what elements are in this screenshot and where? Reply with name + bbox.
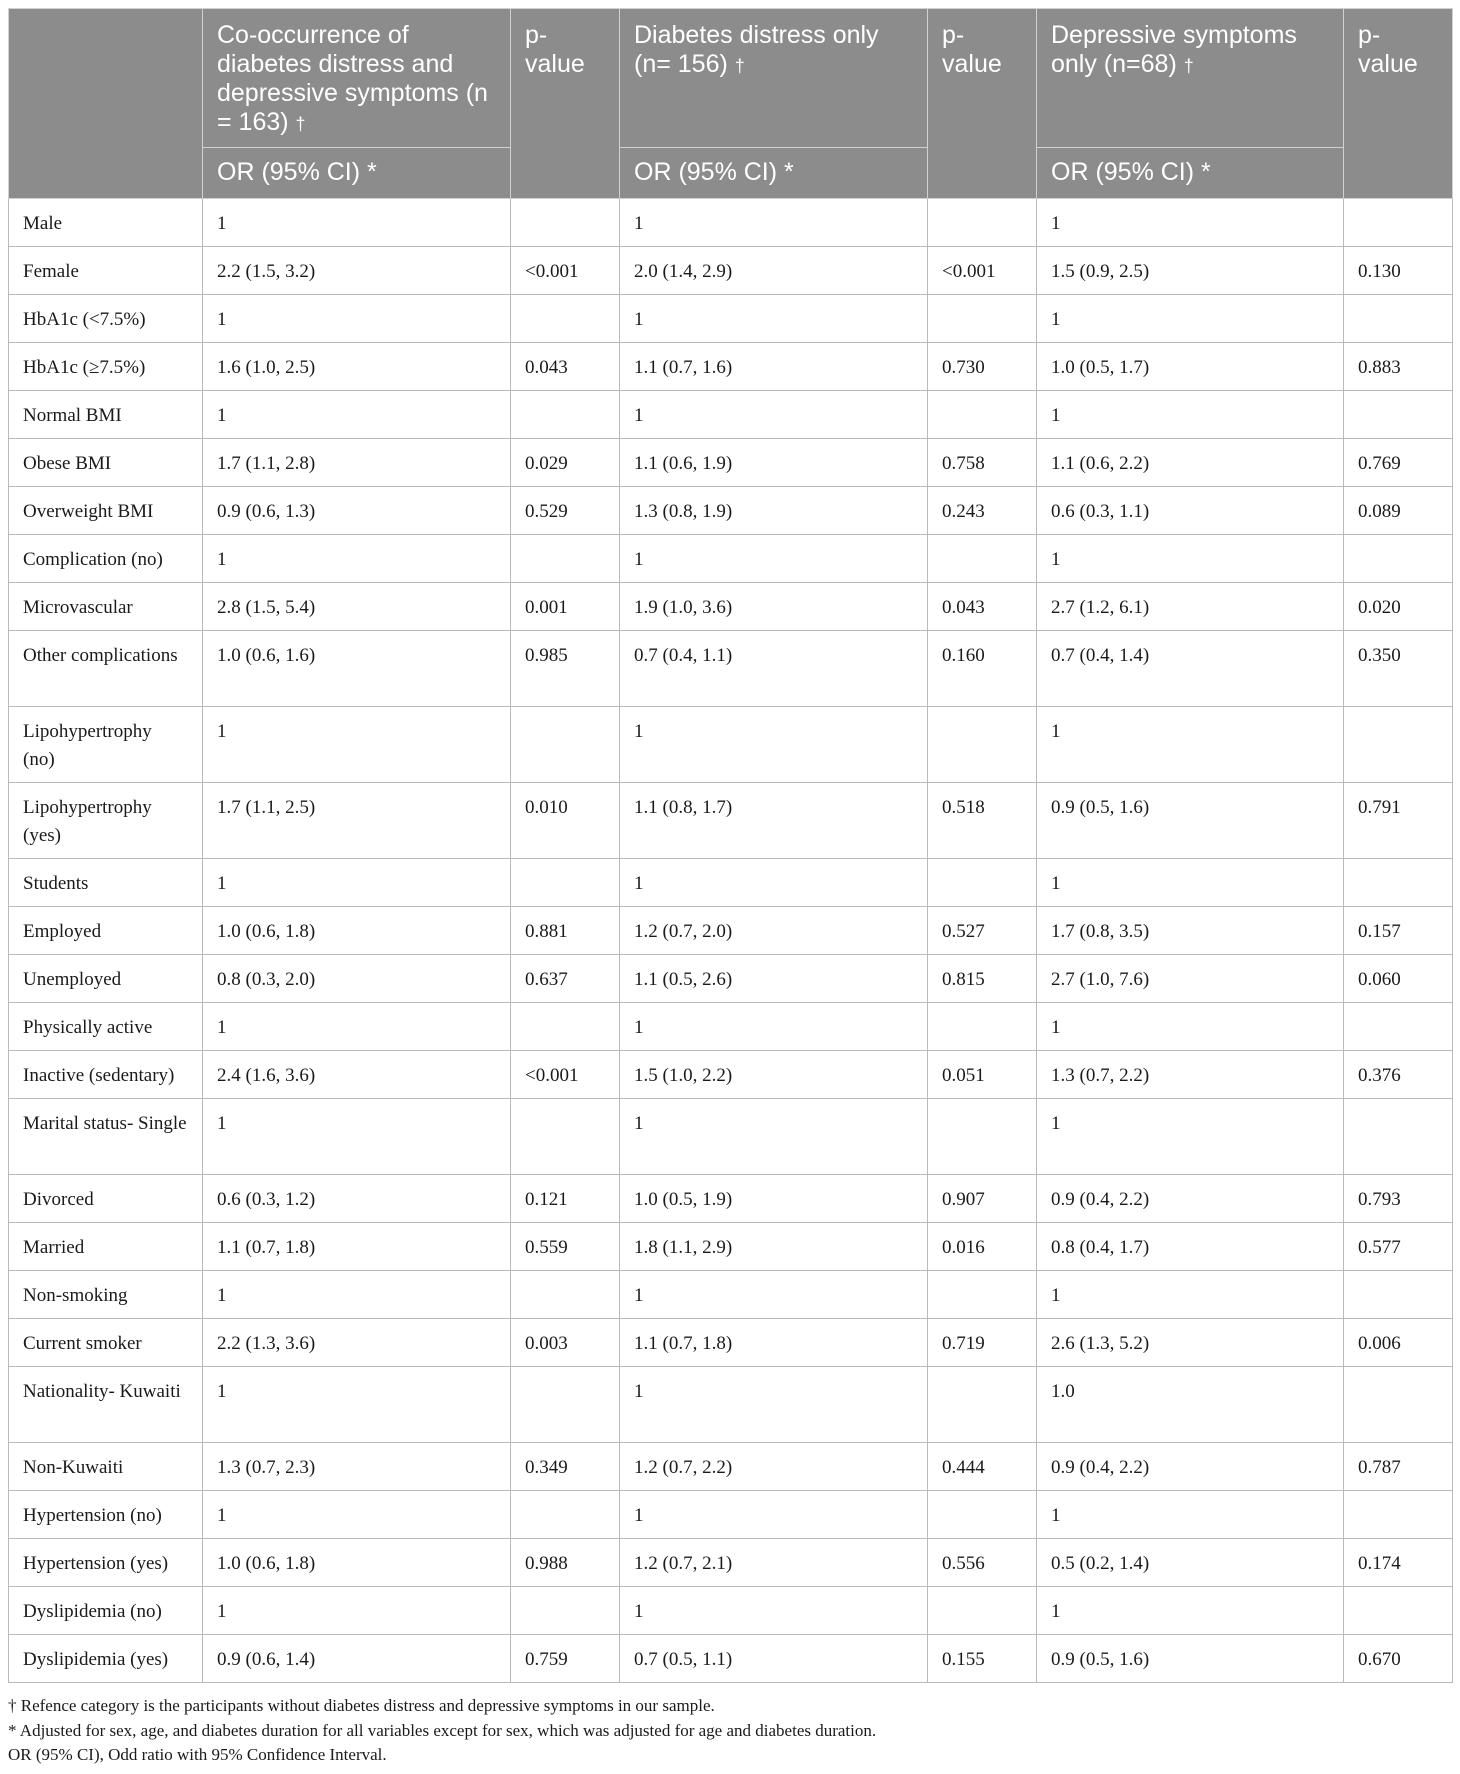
or-distress-only: 1.2 (0.7, 2.0) [620, 907, 928, 955]
p-value-co-occurrence: <0.001 [511, 247, 620, 295]
p-value-distress-only [928, 535, 1037, 583]
table-row [9, 1175, 1453, 1223]
or-co-occurrence: 1.1 (0.7, 1.8) [203, 1223, 511, 1271]
p-value-distress-only [928, 295, 1037, 343]
p-value-distress-only: 0.758 [928, 439, 1037, 487]
p-value-distress-only: 0.719 [928, 1319, 1037, 1367]
or-co-occurrence: 0.9 (0.6, 1.3) [203, 487, 511, 535]
row-label: Unemployed [9, 955, 203, 1003]
header-or-ci-1: OR (95% CI) * [203, 148, 511, 199]
or-depressive-only: 1 [1037, 199, 1344, 247]
row-label: Normal BMI [9, 391, 203, 439]
or-distress-only: 1 [620, 295, 928, 343]
p-value-depressive-only [1344, 535, 1453, 583]
row-label: Complication (no) [9, 535, 203, 583]
row-label: Lipohypertrophy (yes) [9, 783, 203, 859]
p-value-distress-only: 0.051 [928, 1051, 1037, 1099]
p-value-distress-only: 0.243 [928, 487, 1037, 535]
or-co-occurrence: 1 [203, 391, 511, 439]
p-value-co-occurrence: <0.001 [511, 1051, 620, 1099]
p-value-co-occurrence [511, 295, 620, 343]
or-depressive-only: 0.9 (0.4, 2.2) [1037, 1175, 1344, 1223]
table-row [9, 1271, 1453, 1319]
p-value-co-occurrence: 0.529 [511, 487, 620, 535]
row-label: Other complications [9, 631, 203, 707]
p-value-co-occurrence [511, 1587, 620, 1635]
or-depressive-only: 2.7 (1.0, 7.6) [1037, 955, 1344, 1003]
footnote-reference-category: † Refence category is the participants without diabetes distress and depressive symptoms in our sample. [8, 1696, 715, 1715]
or-distress-only: 1 [620, 1099, 928, 1175]
row-label: Dyslipidemia (no) [9, 1587, 203, 1635]
or-depressive-only: 1.3 (0.7, 2.2) [1037, 1051, 1344, 1099]
p-value-depressive-only [1344, 1099, 1453, 1175]
or-co-occurrence: 1 [203, 1271, 511, 1319]
or-distress-only: 1.1 (0.6, 1.9) [620, 439, 928, 487]
or-distress-only: 1.9 (1.0, 3.6) [620, 583, 928, 631]
or-co-occurrence: 2.2 (1.5, 3.2) [203, 247, 511, 295]
row-label: Students [9, 859, 203, 907]
or-depressive-only: 1 [1037, 295, 1344, 343]
p-value-depressive-only: 0.174 [1344, 1539, 1453, 1587]
row-label: Hypertension (no) [9, 1491, 203, 1539]
table-row [9, 1223, 1453, 1271]
dagger-mark: † [295, 114, 306, 134]
or-co-occurrence: 1.0 (0.6, 1.8) [203, 907, 511, 955]
p-value-co-occurrence [511, 707, 620, 783]
p-value-distress-only: 0.043 [928, 583, 1037, 631]
dagger-mark: † [734, 56, 745, 76]
or-co-occurrence: 1 [203, 199, 511, 247]
table-row [9, 859, 1453, 907]
row-label: Inactive (sedentary) [9, 1051, 203, 1099]
or-co-occurrence: 1 [203, 1003, 511, 1051]
table-row [9, 1491, 1453, 1539]
table-row [9, 199, 1453, 247]
or-distress-only: 1 [620, 1367, 928, 1443]
or-distress-only: 1 [620, 535, 928, 583]
or-depressive-only: 1 [1037, 1099, 1344, 1175]
or-distress-only: 1 [620, 707, 928, 783]
or-co-occurrence: 2.4 (1.6, 3.6) [203, 1051, 511, 1099]
p-value-depressive-only: 0.769 [1344, 439, 1453, 487]
or-co-occurrence: 0.8 (0.3, 2.0) [203, 955, 511, 1003]
row-label: Lipohypertrophy (no) [9, 707, 203, 783]
p-value-co-occurrence: 0.029 [511, 439, 620, 487]
p-value-co-occurrence [511, 859, 620, 907]
or-depressive-only: 0.9 (0.5, 1.6) [1037, 783, 1344, 859]
p-value-distress-only [928, 199, 1037, 247]
or-depressive-only: 1.0 [1037, 1367, 1344, 1443]
or-depressive-only: 1 [1037, 1491, 1344, 1539]
or-depressive-only: 1.7 (0.8, 3.5) [1037, 907, 1344, 955]
header-p-value-2: p-value [928, 9, 1037, 199]
p-value-distress-only: 0.016 [928, 1223, 1037, 1271]
or-distress-only: 1 [620, 1587, 928, 1635]
or-depressive-only: 0.7 (0.4, 1.4) [1037, 631, 1344, 707]
p-value-depressive-only: 0.089 [1344, 487, 1453, 535]
p-value-depressive-only [1344, 295, 1453, 343]
or-depressive-only: 1 [1037, 391, 1344, 439]
row-label: Non-Kuwaiti [9, 1443, 203, 1491]
or-co-occurrence: 1 [203, 535, 511, 583]
p-value-depressive-only: 0.020 [1344, 583, 1453, 631]
p-value-distress-only: <0.001 [928, 247, 1037, 295]
or-distress-only: 1 [620, 1003, 928, 1051]
or-distress-only: 1 [620, 859, 928, 907]
p-value-distress-only [928, 859, 1037, 907]
row-label: Female [9, 247, 203, 295]
header-p-value-3: p-value [1344, 9, 1453, 199]
p-value-co-occurrence: 0.349 [511, 1443, 620, 1491]
or-co-occurrence: 2.8 (1.5, 5.4) [203, 583, 511, 631]
p-value-depressive-only [1344, 1587, 1453, 1635]
or-co-occurrence: 1.0 (0.6, 1.6) [203, 631, 511, 707]
header-or-ci-3: OR (95% CI) * [1037, 148, 1344, 199]
or-depressive-only: 1 [1037, 1587, 1344, 1635]
table-row [9, 1587, 1453, 1635]
p-value-distress-only: 0.155 [928, 1635, 1037, 1683]
table-body [9, 199, 1453, 1683]
p-value-distress-only: 0.556 [928, 1539, 1037, 1587]
p-value-depressive-only: 0.670 [1344, 1635, 1453, 1683]
or-depressive-only: 1 [1037, 859, 1344, 907]
header-diabetes-distress-only: Diabetes distress only (n= 156) † [620, 9, 928, 148]
table-row [9, 1051, 1453, 1099]
row-label: HbA1c (≥7.5%) [9, 343, 203, 391]
p-value-depressive-only [1344, 1271, 1453, 1319]
p-value-co-occurrence: 0.759 [511, 1635, 620, 1683]
or-co-occurrence: 2.2 (1.3, 3.6) [203, 1319, 511, 1367]
p-value-depressive-only: 0.793 [1344, 1175, 1453, 1223]
or-co-occurrence: 1 [203, 707, 511, 783]
or-depressive-only: 2.6 (1.3, 5.2) [1037, 1319, 1344, 1367]
p-value-co-occurrence: 0.043 [511, 343, 620, 391]
table-row [9, 247, 1453, 295]
row-label: Employed [9, 907, 203, 955]
or-co-occurrence: 1 [203, 1099, 511, 1175]
p-value-co-occurrence: 0.881 [511, 907, 620, 955]
or-depressive-only: 2.7 (1.2, 6.1) [1037, 583, 1344, 631]
table-row [9, 391, 1453, 439]
or-depressive-only: 1 [1037, 707, 1344, 783]
or-depressive-only: 0.6 (0.3, 1.1) [1037, 487, 1344, 535]
p-value-co-occurrence: 0.003 [511, 1319, 620, 1367]
or-distress-only: 0.7 (0.4, 1.1) [620, 631, 928, 707]
row-label: Nationality- Kuwaiti [9, 1367, 203, 1443]
p-value-depressive-only [1344, 1491, 1453, 1539]
table-row [9, 583, 1453, 631]
p-value-co-occurrence [511, 1099, 620, 1175]
row-label: HbA1c (<7.5%) [9, 295, 203, 343]
or-co-occurrence: 1 [203, 1491, 511, 1539]
p-value-co-occurrence: 0.637 [511, 955, 620, 1003]
or-distress-only: 2.0 (1.4, 2.9) [620, 247, 928, 295]
p-value-co-occurrence [511, 391, 620, 439]
or-distress-only: 1.1 (0.7, 1.6) [620, 343, 928, 391]
or-co-occurrence: 0.9 (0.6, 1.4) [203, 1635, 511, 1683]
table-row [9, 907, 1453, 955]
p-value-depressive-only: 0.883 [1344, 343, 1453, 391]
row-label: Non-smoking [9, 1271, 203, 1319]
or-distress-only: 1.3 (0.8, 1.9) [620, 487, 928, 535]
p-value-depressive-only [1344, 859, 1453, 907]
or-co-occurrence: 1 [203, 1587, 511, 1635]
row-label: Overweight BMI [9, 487, 203, 535]
or-co-occurrence: 1.7 (1.1, 2.5) [203, 783, 511, 859]
table-footnotes [8, 1694, 1452, 1768]
p-value-co-occurrence: 0.988 [511, 1539, 620, 1587]
p-value-distress-only: 0.730 [928, 343, 1037, 391]
row-label: Obese BMI [9, 439, 203, 487]
p-value-depressive-only [1344, 391, 1453, 439]
or-distress-only: 1 [620, 391, 928, 439]
or-depressive-only: 0.5 (0.2, 1.4) [1037, 1539, 1344, 1587]
odds-ratio-table [8, 8, 1453, 1683]
row-label: Marital status- Single [9, 1099, 203, 1175]
p-value-distress-only [928, 707, 1037, 783]
p-value-distress-only: 0.815 [928, 955, 1037, 1003]
table-row [9, 343, 1453, 391]
or-distress-only: 1.1 (0.7, 1.8) [620, 1319, 928, 1367]
or-depressive-only: 0.9 (0.4, 2.2) [1037, 1443, 1344, 1491]
or-distress-only: 1 [620, 199, 928, 247]
p-value-distress-only [928, 391, 1037, 439]
or-distress-only: 1.0 (0.5, 1.9) [620, 1175, 928, 1223]
footnote-adjustment: * Adjusted for sex, age, and diabetes duration for all variables except for sex, which was adjusted for age and diabetes duration. [8, 1720, 877, 1740]
p-value-depressive-only: 0.130 [1344, 247, 1453, 295]
or-distress-only: 0.7 (0.5, 1.1) [620, 1635, 928, 1683]
table-row [9, 1443, 1453, 1491]
table-row [9, 707, 1453, 783]
p-value-distress-only: 0.160 [928, 631, 1037, 707]
or-distress-only: 1.8 (1.1, 2.9) [620, 1223, 928, 1271]
table-row [9, 535, 1453, 583]
p-value-co-occurrence [511, 1003, 620, 1051]
p-value-co-occurrence [511, 1367, 620, 1443]
table-row [9, 631, 1453, 707]
header-or-ci-2: OR (95% CI) * [620, 148, 928, 199]
dagger-mark: † [1183, 56, 1194, 76]
p-value-depressive-only [1344, 199, 1453, 247]
p-value-co-occurrence: 0.121 [511, 1175, 620, 1223]
table-header [9, 9, 1453, 199]
row-label: Dyslipidemia (yes) [9, 1635, 203, 1683]
table-row [9, 955, 1453, 1003]
or-co-occurrence: 1.0 (0.6, 1.8) [203, 1539, 511, 1587]
p-value-depressive-only: 0.577 [1344, 1223, 1453, 1271]
p-value-depressive-only: 0.006 [1344, 1319, 1453, 1367]
row-label: Current smoker [9, 1319, 203, 1367]
table-row [9, 1539, 1453, 1587]
row-label: Microvascular [9, 583, 203, 631]
p-value-co-occurrence [511, 1271, 620, 1319]
p-value-distress-only [928, 1491, 1037, 1539]
p-value-depressive-only: 0.350 [1344, 631, 1453, 707]
header-empty-cell [9, 9, 203, 199]
table-row [9, 439, 1453, 487]
or-co-occurrence: 1 [203, 295, 511, 343]
or-distress-only: 1.2 (0.7, 2.2) [620, 1443, 928, 1491]
or-distress-only: 1 [620, 1271, 928, 1319]
header-p-value-1: p-value [511, 9, 620, 199]
row-label: Physically active [9, 1003, 203, 1051]
p-value-distress-only [928, 1099, 1037, 1175]
or-depressive-only: 1.1 (0.6, 2.2) [1037, 439, 1344, 487]
p-value-co-occurrence: 0.010 [511, 783, 620, 859]
or-co-occurrence: 1 [203, 1367, 511, 1443]
p-value-depressive-only [1344, 1367, 1453, 1443]
or-distress-only: 1.5 (1.0, 2.2) [620, 1051, 928, 1099]
or-depressive-only: 0.9 (0.5, 1.6) [1037, 1635, 1344, 1683]
or-co-occurrence: 1.7 (1.1, 2.8) [203, 439, 511, 487]
row-label: Male [9, 199, 203, 247]
or-depressive-only: 1 [1037, 1271, 1344, 1319]
or-distress-only: 1.1 (0.8, 1.7) [620, 783, 928, 859]
footnote-abbreviation: OR (95% CI), Odd ratio with 95% Confidence Interval. [8, 1745, 387, 1764]
p-value-co-occurrence [511, 535, 620, 583]
p-value-co-occurrence: 0.985 [511, 631, 620, 707]
row-label: Married [9, 1223, 203, 1271]
p-value-distress-only: 0.907 [928, 1175, 1037, 1223]
p-value-distress-only: 0.527 [928, 907, 1037, 955]
or-co-occurrence: 1 [203, 859, 511, 907]
or-depressive-only: 1.0 (0.5, 1.7) [1037, 343, 1344, 391]
table-row [9, 1099, 1453, 1175]
or-distress-only: 1.1 (0.5, 2.6) [620, 955, 928, 1003]
or-depressive-only: 1.5 (0.9, 2.5) [1037, 247, 1344, 295]
p-value-depressive-only: 0.157 [1344, 907, 1453, 955]
table-row [9, 1319, 1453, 1367]
row-label: Hypertension (yes) [9, 1539, 203, 1587]
or-distress-only: 1 [620, 1491, 928, 1539]
p-value-distress-only: 0.518 [928, 783, 1037, 859]
p-value-distress-only [928, 1003, 1037, 1051]
or-depressive-only: 1 [1037, 1003, 1344, 1051]
p-value-depressive-only [1344, 707, 1453, 783]
table-row [9, 487, 1453, 535]
p-value-co-occurrence [511, 199, 620, 247]
header-depressive-symptoms-only: Depressive symptoms only (n=68) † [1037, 9, 1344, 148]
or-distress-only: 1.2 (0.7, 2.1) [620, 1539, 928, 1587]
p-value-depressive-only: 0.376 [1344, 1051, 1453, 1099]
p-value-depressive-only: 0.787 [1344, 1443, 1453, 1491]
p-value-depressive-only: 0.791 [1344, 783, 1453, 859]
or-depressive-only: 0.8 (0.4, 1.7) [1037, 1223, 1344, 1271]
p-value-distress-only: 0.444 [928, 1443, 1037, 1491]
p-value-co-occurrence [511, 1491, 620, 1539]
p-value-distress-only [928, 1271, 1037, 1319]
or-co-occurrence: 1.6 (1.0, 2.5) [203, 343, 511, 391]
p-value-distress-only [928, 1367, 1037, 1443]
p-value-co-occurrence: 0.001 [511, 583, 620, 631]
header-co-occurrence: Co-occurrence of diabetes distress and depressive symptoms (n = 163) † [203, 9, 511, 148]
table-row [9, 783, 1453, 859]
table-row [9, 1635, 1453, 1683]
row-label: Divorced [9, 1175, 203, 1223]
table-row [9, 1003, 1453, 1051]
p-value-depressive-only: 0.060 [1344, 955, 1453, 1003]
table-row [9, 1367, 1453, 1443]
p-value-distress-only [928, 1587, 1037, 1635]
table-row [9, 295, 1453, 343]
p-value-depressive-only [1344, 1003, 1453, 1051]
or-co-occurrence: 0.6 (0.3, 1.2) [203, 1175, 511, 1223]
or-co-occurrence: 1.3 (0.7, 2.3) [203, 1443, 511, 1491]
p-value-co-occurrence: 0.559 [511, 1223, 620, 1271]
or-depressive-only: 1 [1037, 535, 1344, 583]
